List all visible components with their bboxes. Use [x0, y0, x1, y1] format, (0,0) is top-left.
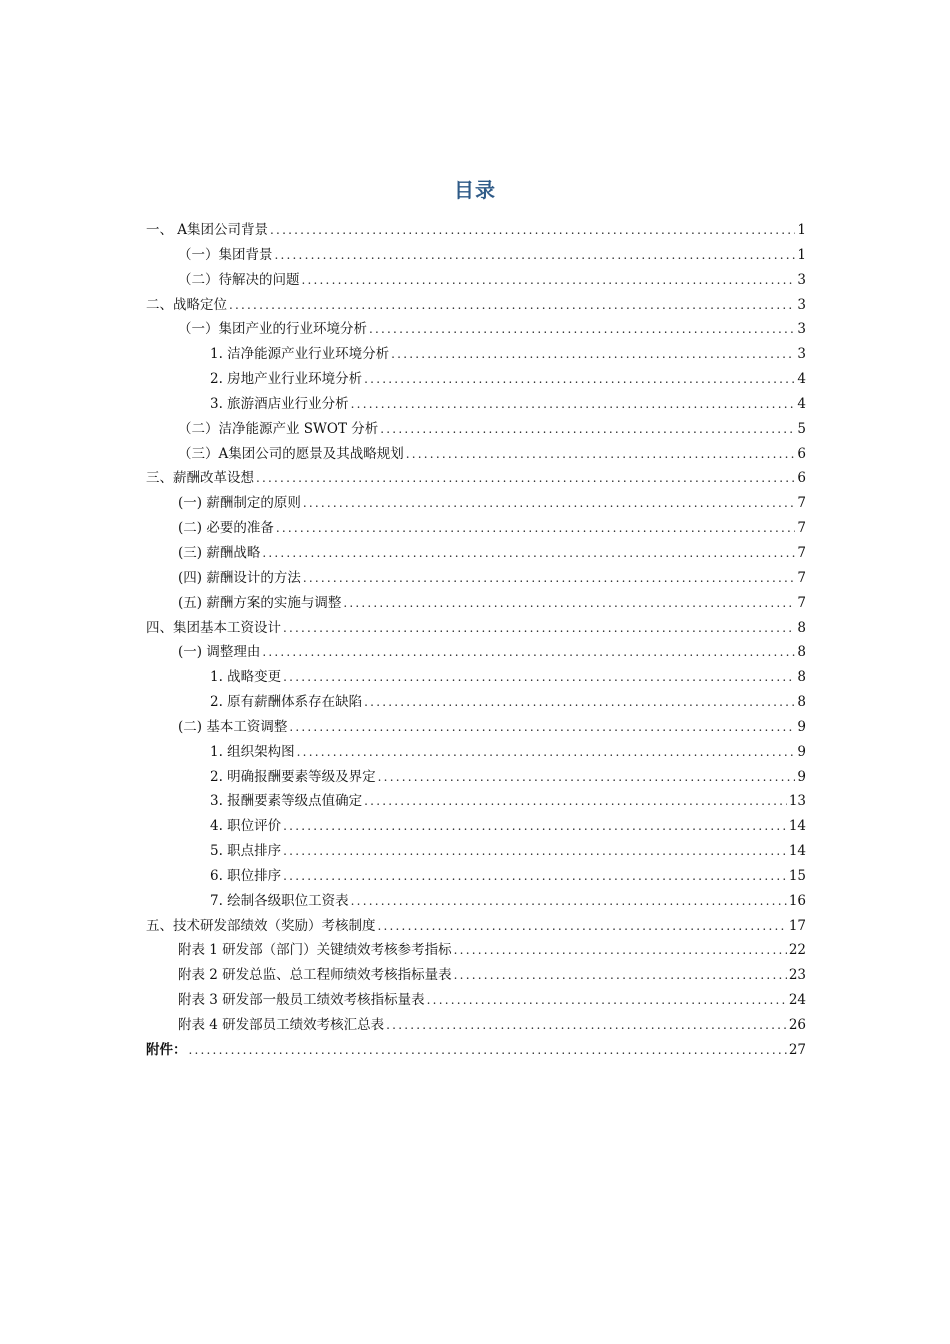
toc-entry-title: 1. 组织架构图: [210, 743, 295, 760]
toc-entry[interactable]: [146, 1013, 806, 1038]
toc-dot-leader: [256, 466, 795, 491]
toc-entry-title: (二) 基本工资调整: [178, 718, 288, 735]
toc-dot-leader: [303, 491, 796, 516]
toc-entry-page-number: 9: [797, 718, 806, 735]
toc-entry-page-number: 3: [797, 346, 806, 363]
toc-entry-title: (二) 必要的准备: [178, 520, 274, 537]
toc-dot-leader: [454, 963, 787, 988]
toc-dot-leader: [262, 640, 795, 665]
toc-entry-page-number: 8: [797, 694, 806, 711]
toc-entry-title: 3. 旅游酒店业行业分析: [210, 395, 349, 412]
toc-entry[interactable]: [146, 740, 806, 765]
toc-entry-title: 3. 报酬要素等级点值确定: [210, 793, 363, 810]
toc-entry[interactable]: [146, 1038, 806, 1063]
toc-entry[interactable]: [146, 268, 806, 293]
toc-entry-title: （二）洁净能源产业 SWOT 分析: [178, 420, 379, 437]
toc-entry-title: 1. 战略变更: [210, 669, 282, 686]
table-of-contents: [146, 218, 806, 1063]
toc-entry-title: 2. 原有薪酬体系存在缺陷: [210, 694, 363, 711]
toc-dot-leader: [378, 765, 796, 790]
toc-entry-title: (五) 薪酬方案的实施与调整: [178, 594, 342, 611]
toc-entry-page-number: 1: [797, 222, 806, 238]
toc-entry[interactable]: [146, 715, 806, 740]
toc-entry-title: 附表 3 研发部一般员工绩效考核指标量表: [178, 992, 425, 1009]
toc-entry-page-number: 7: [797, 594, 806, 611]
toc-entry-title: 五、技术研发部绩效（奖励）考核制度: [146, 917, 376, 934]
toc-entry[interactable]: [146, 938, 806, 963]
toc-entry[interactable]: [146, 765, 806, 790]
toc-entry[interactable]: [146, 516, 806, 541]
toc-dot-leader: [297, 740, 796, 765]
toc-dot-leader: [283, 839, 787, 864]
toc-entry[interactable]: [146, 218, 806, 243]
toc-entry[interactable]: [146, 591, 806, 616]
toc-dot-leader: [351, 392, 796, 417]
toc-entry-page-number: 13: [788, 793, 806, 810]
toc-dot-leader: [427, 988, 787, 1013]
toc-entry[interactable]: [146, 789, 806, 814]
toc-entry[interactable]: [146, 541, 806, 566]
toc-entry-title: 三、薪酬改革设想: [146, 470, 254, 487]
toc-dot-leader: [270, 218, 795, 243]
toc-entry-page-number: 14: [788, 843, 806, 860]
toc-entry-title: 7. 绘制各级职位工资表: [210, 892, 349, 909]
toc-dot-leader: [302, 268, 796, 293]
toc-dot-leader: [276, 516, 796, 541]
toc-dot-leader: [283, 864, 787, 889]
toc-entry[interactable]: [146, 566, 806, 591]
toc-entry-title: 5. 职点排序: [210, 843, 282, 860]
toc-entry-title: 2. 明确报酬要素等级及界定: [210, 768, 376, 785]
toc-entry[interactable]: [146, 690, 806, 715]
toc-entry-title: 二、战略定位: [146, 296, 227, 313]
toc-entry-page-number: 1: [797, 246, 806, 263]
toc-entry-page-number: 3: [797, 296, 806, 313]
toc-dot-leader: [262, 541, 795, 566]
toc-entry-page-number: 3: [797, 271, 806, 288]
toc-entry[interactable]: [146, 466, 806, 491]
toc-entry[interactable]: [146, 442, 806, 467]
toc-dot-leader: [386, 1013, 787, 1038]
toc-entry-title: 附件：: [146, 1041, 187, 1058]
toc-dot-leader: [229, 293, 795, 318]
toc-entry-page-number: 3: [797, 321, 806, 338]
toc-entry-page-number: 14: [788, 818, 806, 835]
toc-dot-leader: [391, 342, 795, 367]
toc-entry[interactable]: [146, 293, 806, 318]
toc-entry-page-number: 8: [797, 669, 806, 686]
toc-entry-title: 附表 4 研发部员工绩效考核汇总表: [178, 1017, 385, 1033]
toc-entry-page-number: 6: [797, 470, 806, 487]
toc-entry-title: (四) 薪酬设计的方法: [178, 569, 301, 586]
toc-entry-title: 一、 A集团公司背景: [146, 222, 269, 238]
toc-entry[interactable]: [146, 914, 806, 939]
toc-entry-page-number: 4: [797, 371, 806, 388]
toc-entry-page-number: 8: [797, 619, 806, 636]
toc-entry-title: 4. 职位评价: [210, 818, 282, 835]
toc-entry-page-number: 7: [797, 544, 806, 561]
toc-dot-leader: [343, 591, 795, 616]
toc-dot-leader: [380, 417, 795, 442]
toc-entry-title: （三）A集团公司的愿景及其战略规划: [178, 445, 404, 462]
toc-entry-page-number: 26: [788, 1017, 806, 1033]
toc-dot-leader: [454, 938, 787, 963]
toc-entry-page-number: 16: [788, 892, 806, 909]
toc-entry-page-number: 7: [797, 569, 806, 586]
toc-entry[interactable]: [146, 889, 806, 914]
toc-entry-title: (一) 薪酬制定的原则: [178, 495, 301, 512]
toc-dot-leader: [378, 914, 787, 939]
toc-entry-page-number: 17: [788, 917, 806, 934]
toc-entry[interactable]: [146, 839, 806, 864]
toc-entry-title: (三) 薪酬战略: [178, 544, 261, 561]
toc-entry[interactable]: [146, 814, 806, 839]
toc-entry[interactable]: [146, 392, 806, 417]
toc-entry-page-number: 22: [788, 942, 806, 959]
toc-entry-title: （一）集团背景: [178, 246, 273, 263]
toc-entry-title: 附表 2 研发总监、总工程师绩效考核指标量表: [178, 967, 452, 984]
toc-entry-page-number: 7: [797, 520, 806, 537]
toc-entry[interactable]: [146, 243, 806, 268]
toc-entry[interactable]: [146, 491, 806, 516]
toc-entry-page-number: 5: [797, 420, 806, 437]
toc-dot-leader: [189, 1038, 787, 1063]
toc-entry-title: （一）集团产业的行业环境分析: [178, 321, 367, 338]
toc-entry[interactable]: [146, 342, 806, 367]
toc-entry[interactable]: [146, 640, 806, 665]
toc-entry[interactable]: [146, 616, 806, 641]
toc-entry[interactable]: [146, 417, 806, 442]
toc-entry-page-number: 9: [797, 768, 806, 785]
toc-title: 目录: [454, 178, 496, 202]
toc-dot-leader: [364, 789, 787, 814]
toc-dot-leader: [364, 367, 795, 392]
toc-dot-leader: [283, 814, 787, 839]
toc-dot-leader: [283, 665, 795, 690]
toc-dot-leader: [289, 715, 795, 740]
toc-dot-leader: [406, 442, 796, 467]
toc-entry-page-number: 9: [797, 743, 806, 760]
toc-entry-page-number: 7: [797, 495, 806, 512]
toc-entry-page-number: 27: [788, 1041, 806, 1058]
toc-entry[interactable]: [146, 988, 806, 1013]
toc-entry-title: 附表 1 研发部（部门）关键绩效考核参考指标: [178, 942, 452, 959]
toc-entry[interactable]: [146, 665, 806, 690]
toc-entry-title: 6. 职位排序: [210, 867, 282, 884]
toc-entry[interactable]: [146, 367, 806, 392]
toc-entry[interactable]: [146, 963, 806, 988]
toc-entry-page-number: 24: [788, 992, 806, 1009]
toc-entry[interactable]: [146, 317, 806, 342]
toc-entry-title: (一) 调整理由: [178, 644, 261, 661]
toc-dot-leader: [303, 566, 796, 591]
toc-entry-title: 四、集团基本工资设计: [146, 619, 281, 636]
toc-entry-page-number: 8: [797, 644, 806, 661]
toc-entry-page-number: 4: [797, 395, 806, 412]
toc-entry-title: 1. 洁净能源产业行业环境分析: [210, 346, 390, 363]
toc-entry[interactable]: [146, 864, 806, 889]
toc-dot-leader: [364, 690, 795, 715]
toc-entry-page-number: 23: [788, 967, 806, 984]
toc-dot-leader: [369, 317, 795, 342]
toc-entry-title: 2. 房地产业行业环境分析: [210, 371, 363, 388]
toc-dot-leader: [351, 889, 787, 914]
toc-dot-leader: [275, 243, 796, 268]
toc-entry-page-number: 6: [797, 445, 806, 462]
toc-dot-leader: [283, 616, 795, 641]
toc-entry-title: （二）待解决的问题: [178, 271, 300, 288]
toc-entry-page-number: 15: [788, 867, 806, 884]
